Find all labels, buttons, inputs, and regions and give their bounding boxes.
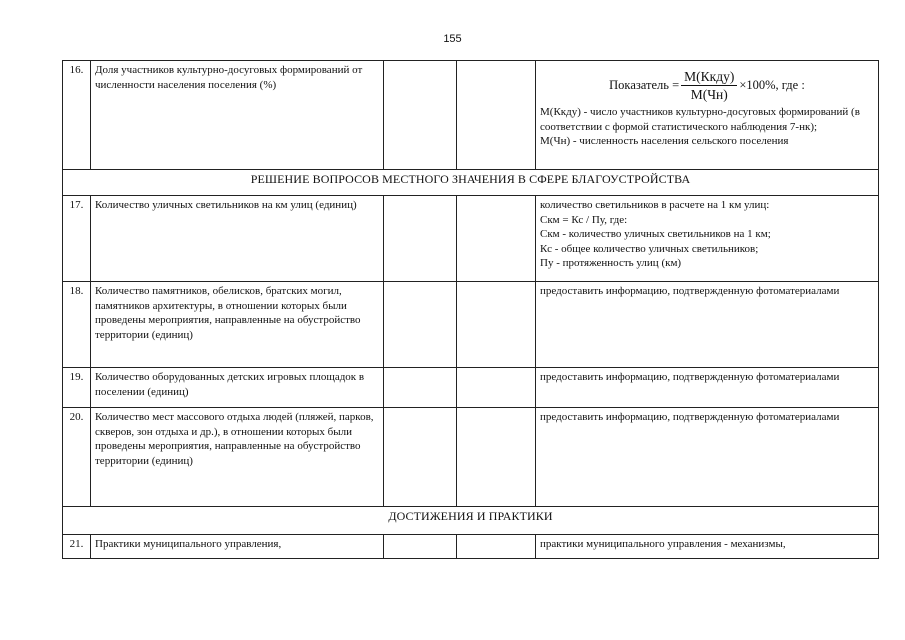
table-row-18 (63, 282, 879, 368)
table-row-21 (63, 535, 879, 559)
row-number: 16. (63, 61, 91, 170)
row-number: 21. (63, 535, 91, 559)
table-row-16 (63, 61, 879, 170)
indicator-name: Количество памятников, обелисков, братских могил, памятников архитектуры, в отношении которых были проведены мероприятия, направленные на обустройство территории (единиц) (91, 282, 384, 368)
calculation-method: предоставить информацию, подтвержденную фотоматериалами (536, 408, 879, 507)
section-title: ДОСТИЖЕНИЯ И ПРАКТИКИ (63, 507, 879, 535)
calculation-method (536, 61, 879, 170)
method-line: Скм - количество уличных светильников на 1 км; (540, 228, 771, 240)
table-row-20 (63, 408, 879, 507)
section-title: РЕШЕНИЕ ВОПРОСОВ МЕСТНОГО ЗНАЧЕНИЯ В СФЕРЕ БЛАГОУСТРОЙСТВА (63, 170, 879, 196)
table-row-17 (63, 196, 879, 282)
calculation-method: предоставить информацию, подтвержденную фотоматериалами (536, 368, 879, 408)
row-number: 20. (63, 408, 91, 507)
empty-cell (384, 196, 457, 282)
method-line: Скм = Кс / Пу, где: (540, 213, 628, 226)
empty-cell (457, 535, 536, 559)
empty-cell (457, 196, 536, 282)
indicator-name: Количество оборудованных детских игровых площадок в поселении (единиц) (91, 368, 384, 408)
section-header-row (63, 170, 879, 196)
method-line: количество светильников в расчете на 1 км улиц: (540, 199, 770, 211)
method-line: М(Ккду) - число участников культурно-досуговых формирований (в соответствии с формой статистического наблюдения 7-нк); (540, 106, 860, 133)
indicator-name: Количество мест массового отдыха людей (пляжей, парков, скверов, зон отдыха и др.), в отношении которых были проведены мероприятия, направленные на обустройство территории (единиц) (91, 408, 384, 507)
empty-cell (384, 61, 457, 170)
empty-cell (384, 408, 457, 507)
formula-prefix: Показатель = (609, 77, 680, 92)
section-header-row (63, 507, 879, 535)
method-line: М(Чн) - численность населения сельского поселения (540, 135, 789, 147)
empty-cell (457, 368, 536, 408)
empty-cell (384, 282, 457, 368)
formula-fraction (681, 69, 737, 102)
formula-denominator: M(Чн) (690, 86, 728, 102)
indicator-name: Практики муниципального управления, (91, 535, 384, 559)
calculation-method (536, 196, 879, 282)
method-line: Пу - протяженность улиц (км) (540, 257, 682, 269)
indicators-table (62, 60, 879, 559)
empty-cell (457, 61, 536, 170)
formula (540, 65, 874, 105)
formula-numerator: M(Ккду) (681, 69, 737, 86)
empty-cell (384, 535, 457, 559)
page-number: 155 (443, 33, 462, 45)
formula-suffix: ×100%, где : (739, 77, 805, 92)
indicator-name: Количество уличных светильников на км улиц (единиц) (91, 196, 384, 282)
calculation-method: практики муниципального управления - механизмы, (536, 535, 879, 559)
row-number: 17. (63, 196, 91, 282)
row-number: 19. (63, 368, 91, 408)
empty-cell (457, 282, 536, 368)
empty-cell (384, 368, 457, 408)
empty-cell (457, 408, 536, 507)
method-line: Кс - общее количество уличных светильников; (540, 242, 759, 255)
row-number: 18. (63, 282, 91, 368)
indicator-name: Доля участников культурно-досуговых формирований от численности населения поселения (%) (91, 61, 384, 170)
table-row-19 (63, 368, 879, 408)
calculation-method: предоставить информацию, подтвержденную фотоматериалами (536, 282, 879, 368)
